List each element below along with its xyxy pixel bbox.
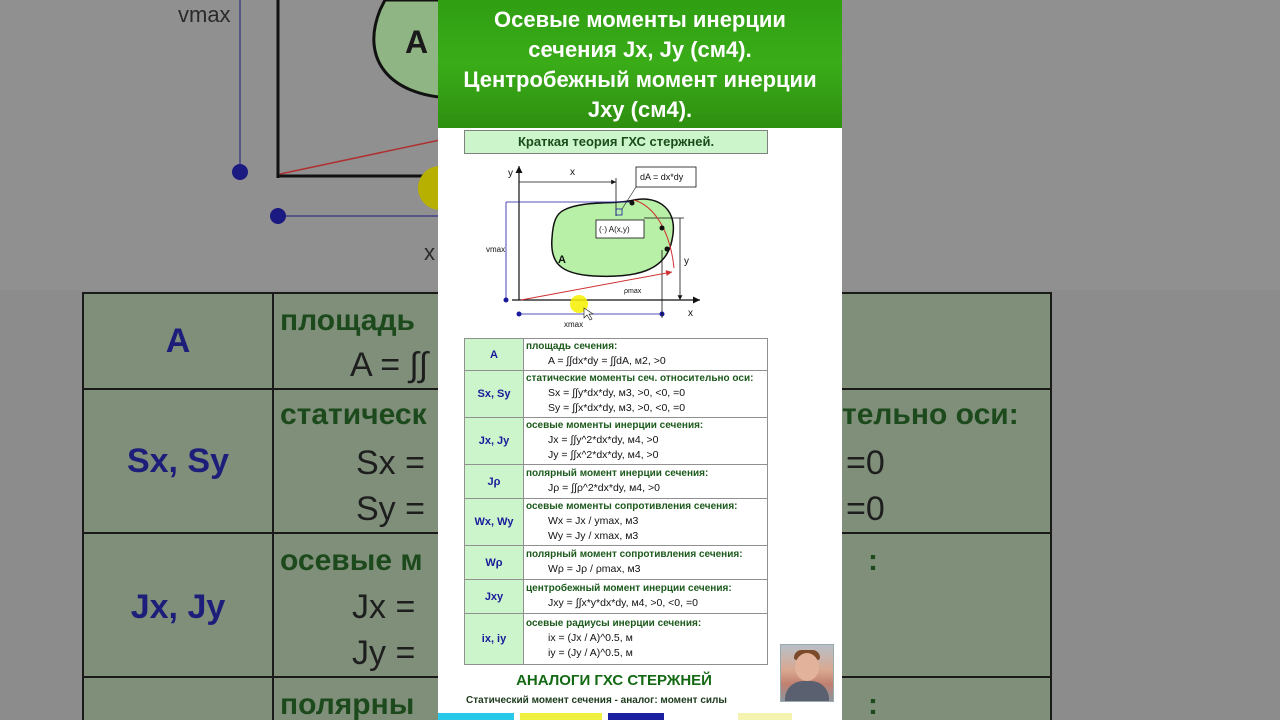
formula-row-label: Wx, Wy: [465, 499, 524, 546]
title-banner: [438, 0, 842, 128]
point-right: [660, 226, 665, 231]
formula-heading: осевые радиусы инерции сечения:: [526, 618, 702, 629]
formula-row: [465, 580, 768, 614]
rho-max-label: ρmax: [624, 288, 642, 295]
point-right-low: [665, 247, 670, 252]
title-line-1: Осевые моменты инерции: [494, 7, 786, 32]
formula-line: Jxy = ∫∫x*y*dx*dy, м4, >0, <0, =0: [548, 597, 698, 609]
author-photo: [780, 644, 834, 702]
formula-row: [465, 499, 768, 546]
formula-line: ix = (Jx / A)^0.5, м: [548, 632, 633, 644]
dA-callout-label: dA = dx*dy: [640, 172, 684, 182]
theory-title: Краткая теория ГХС стержней.: [464, 130, 768, 154]
formula-line: iy = (Jy / A)^0.5, м: [548, 647, 633, 659]
bg-rho-line: [280, 140, 440, 174]
formula-row-label: A: [465, 339, 524, 371]
formula-heading: полярный момент сопротивления сечения:: [526, 549, 743, 560]
formula-line: Wy = Jy / xmax, м3: [548, 530, 639, 542]
formula-row-content: [524, 580, 768, 614]
y-dimension-label: y: [684, 256, 689, 267]
formula-heading: осевые моменты инерции сечения:: [526, 420, 704, 431]
formula-table: [464, 338, 768, 665]
bg-vmax-label: vmax: [178, 2, 231, 27]
bg-A-label: A: [405, 24, 429, 60]
formula-row: [465, 546, 768, 580]
formula-row-label: Jx, Jy: [465, 418, 524, 465]
formula-row-content: [524, 499, 768, 546]
xmax-point-left: [517, 312, 522, 317]
formula-row-content: [524, 371, 768, 418]
vmax-label: vmax: [486, 245, 506, 254]
bg-point-1: [232, 164, 248, 180]
bg-text-polar-right: :: [868, 688, 878, 720]
formula-row-label: Jxy: [465, 580, 524, 614]
formula-line: Jy = ∫∫x^2*dx*dy, м4, >0: [548, 449, 659, 461]
formula-row: [465, 418, 768, 465]
x-dimension-label: x: [570, 167, 575, 178]
bg-formula-Sx-right: =0: [846, 444, 885, 482]
bg-text-axial-right: :: [868, 544, 878, 577]
bg-formula-Jx: Jx =: [352, 588, 416, 626]
formula-row: [465, 465, 768, 499]
bg-label-S: Sx, Sy: [126, 442, 230, 480]
formula-line: Wx = Jx / ymax, м3: [548, 515, 639, 527]
formula-line: Sx = ∫∫y*dx*dy, м3, >0, <0, =0: [548, 387, 686, 399]
formula-row-content: [524, 339, 768, 371]
bg-text-polar: полярны: [280, 688, 415, 720]
title-line-4: Jxy (см4).: [587, 97, 693, 122]
analogs-subtitle: Статический момент сечения - аналог: момент силы: [466, 695, 727, 706]
formula-row-label: Jρ: [465, 465, 524, 499]
formula-row-label: ix, iy: [465, 614, 524, 665]
bg-text-static-right: тельно оси:: [842, 398, 1019, 431]
bg-label-J: Jx, Jy: [130, 588, 226, 626]
bg-formula-Sx: Sx =: [356, 444, 425, 482]
xmax-label: xmax: [564, 320, 584, 329]
formula-row-content: [524, 546, 768, 580]
bottom-strip-pale: [738, 713, 792, 720]
title-line-3: Центробежный момент инерции: [463, 67, 817, 92]
cursor-icon: [584, 308, 593, 320]
formula-row: [465, 371, 768, 418]
formula-line: Jx = ∫∫y^2*dx*dy, м4, >0: [548, 434, 659, 446]
formula-heading: осевые моменты сопротивления сечения:: [526, 501, 738, 512]
bg-formula-Sy-right: =0: [846, 490, 885, 528]
bg-formula-Jy: Jy =: [352, 634, 416, 672]
formula-row-content: [524, 465, 768, 499]
formula-line: A = ∫∫dx*dy = ∫∫dA, м2, >0: [548, 355, 666, 367]
bg-x-label: x: [424, 240, 435, 265]
formula-row-label: Wρ: [465, 546, 524, 580]
bottom-strip-blue: [608, 713, 664, 720]
area-label: A: [558, 254, 566, 266]
bg-label-A: A: [165, 322, 191, 360]
bg-point-2: [270, 208, 286, 224]
formula-heading: центробежный момент инерции сечения:: [526, 583, 732, 594]
point-top: [630, 201, 635, 206]
formula-row-content: [524, 614, 768, 665]
bg-formula-Sy: Sy =: [356, 490, 425, 528]
bg-text-static: статическ: [280, 398, 427, 431]
content-panel: [438, 0, 842, 720]
section-diagram: [484, 160, 754, 336]
bg-formula-A: A = ∫∫: [350, 346, 429, 384]
formula-row-label: Sx, Sy: [465, 371, 524, 418]
title-line-2: сечения Jx, Jy (см4).: [528, 37, 752, 62]
point-callout-label: (·) A(x,y): [599, 225, 630, 234]
analogs-title: АНАЛОГИ ГХС СТЕРЖНЕЙ: [516, 672, 712, 689]
bottom-strip-cyan: [438, 713, 514, 720]
formula-line: Jρ = ∫∫ρ^2*dx*dy, м4, >0: [548, 482, 660, 494]
formula-line: Sy = ∫∫x*dx*dy, м3, >0, <0, =0: [548, 402, 686, 414]
formula-heading: полярный момент инерции сечения:: [526, 468, 709, 479]
formula-row: [465, 339, 768, 371]
bg-text-area: площадь: [280, 304, 415, 337]
x-axis-label: x: [688, 308, 693, 319]
formula-heading: площадь сечения:: [526, 341, 618, 352]
formula-heading: статические моменты сеч. относительно оси:: [526, 373, 754, 384]
y-axis-label: y: [508, 168, 513, 179]
bg-text-axial: осевые м: [280, 544, 423, 577]
formula-line: Wρ = Jρ / ρmax, м3: [548, 563, 641, 575]
formula-row-content: [524, 418, 768, 465]
formula-row: [465, 614, 768, 665]
vmax-point: [504, 298, 509, 303]
bottom-strip-yellow: [520, 713, 602, 720]
